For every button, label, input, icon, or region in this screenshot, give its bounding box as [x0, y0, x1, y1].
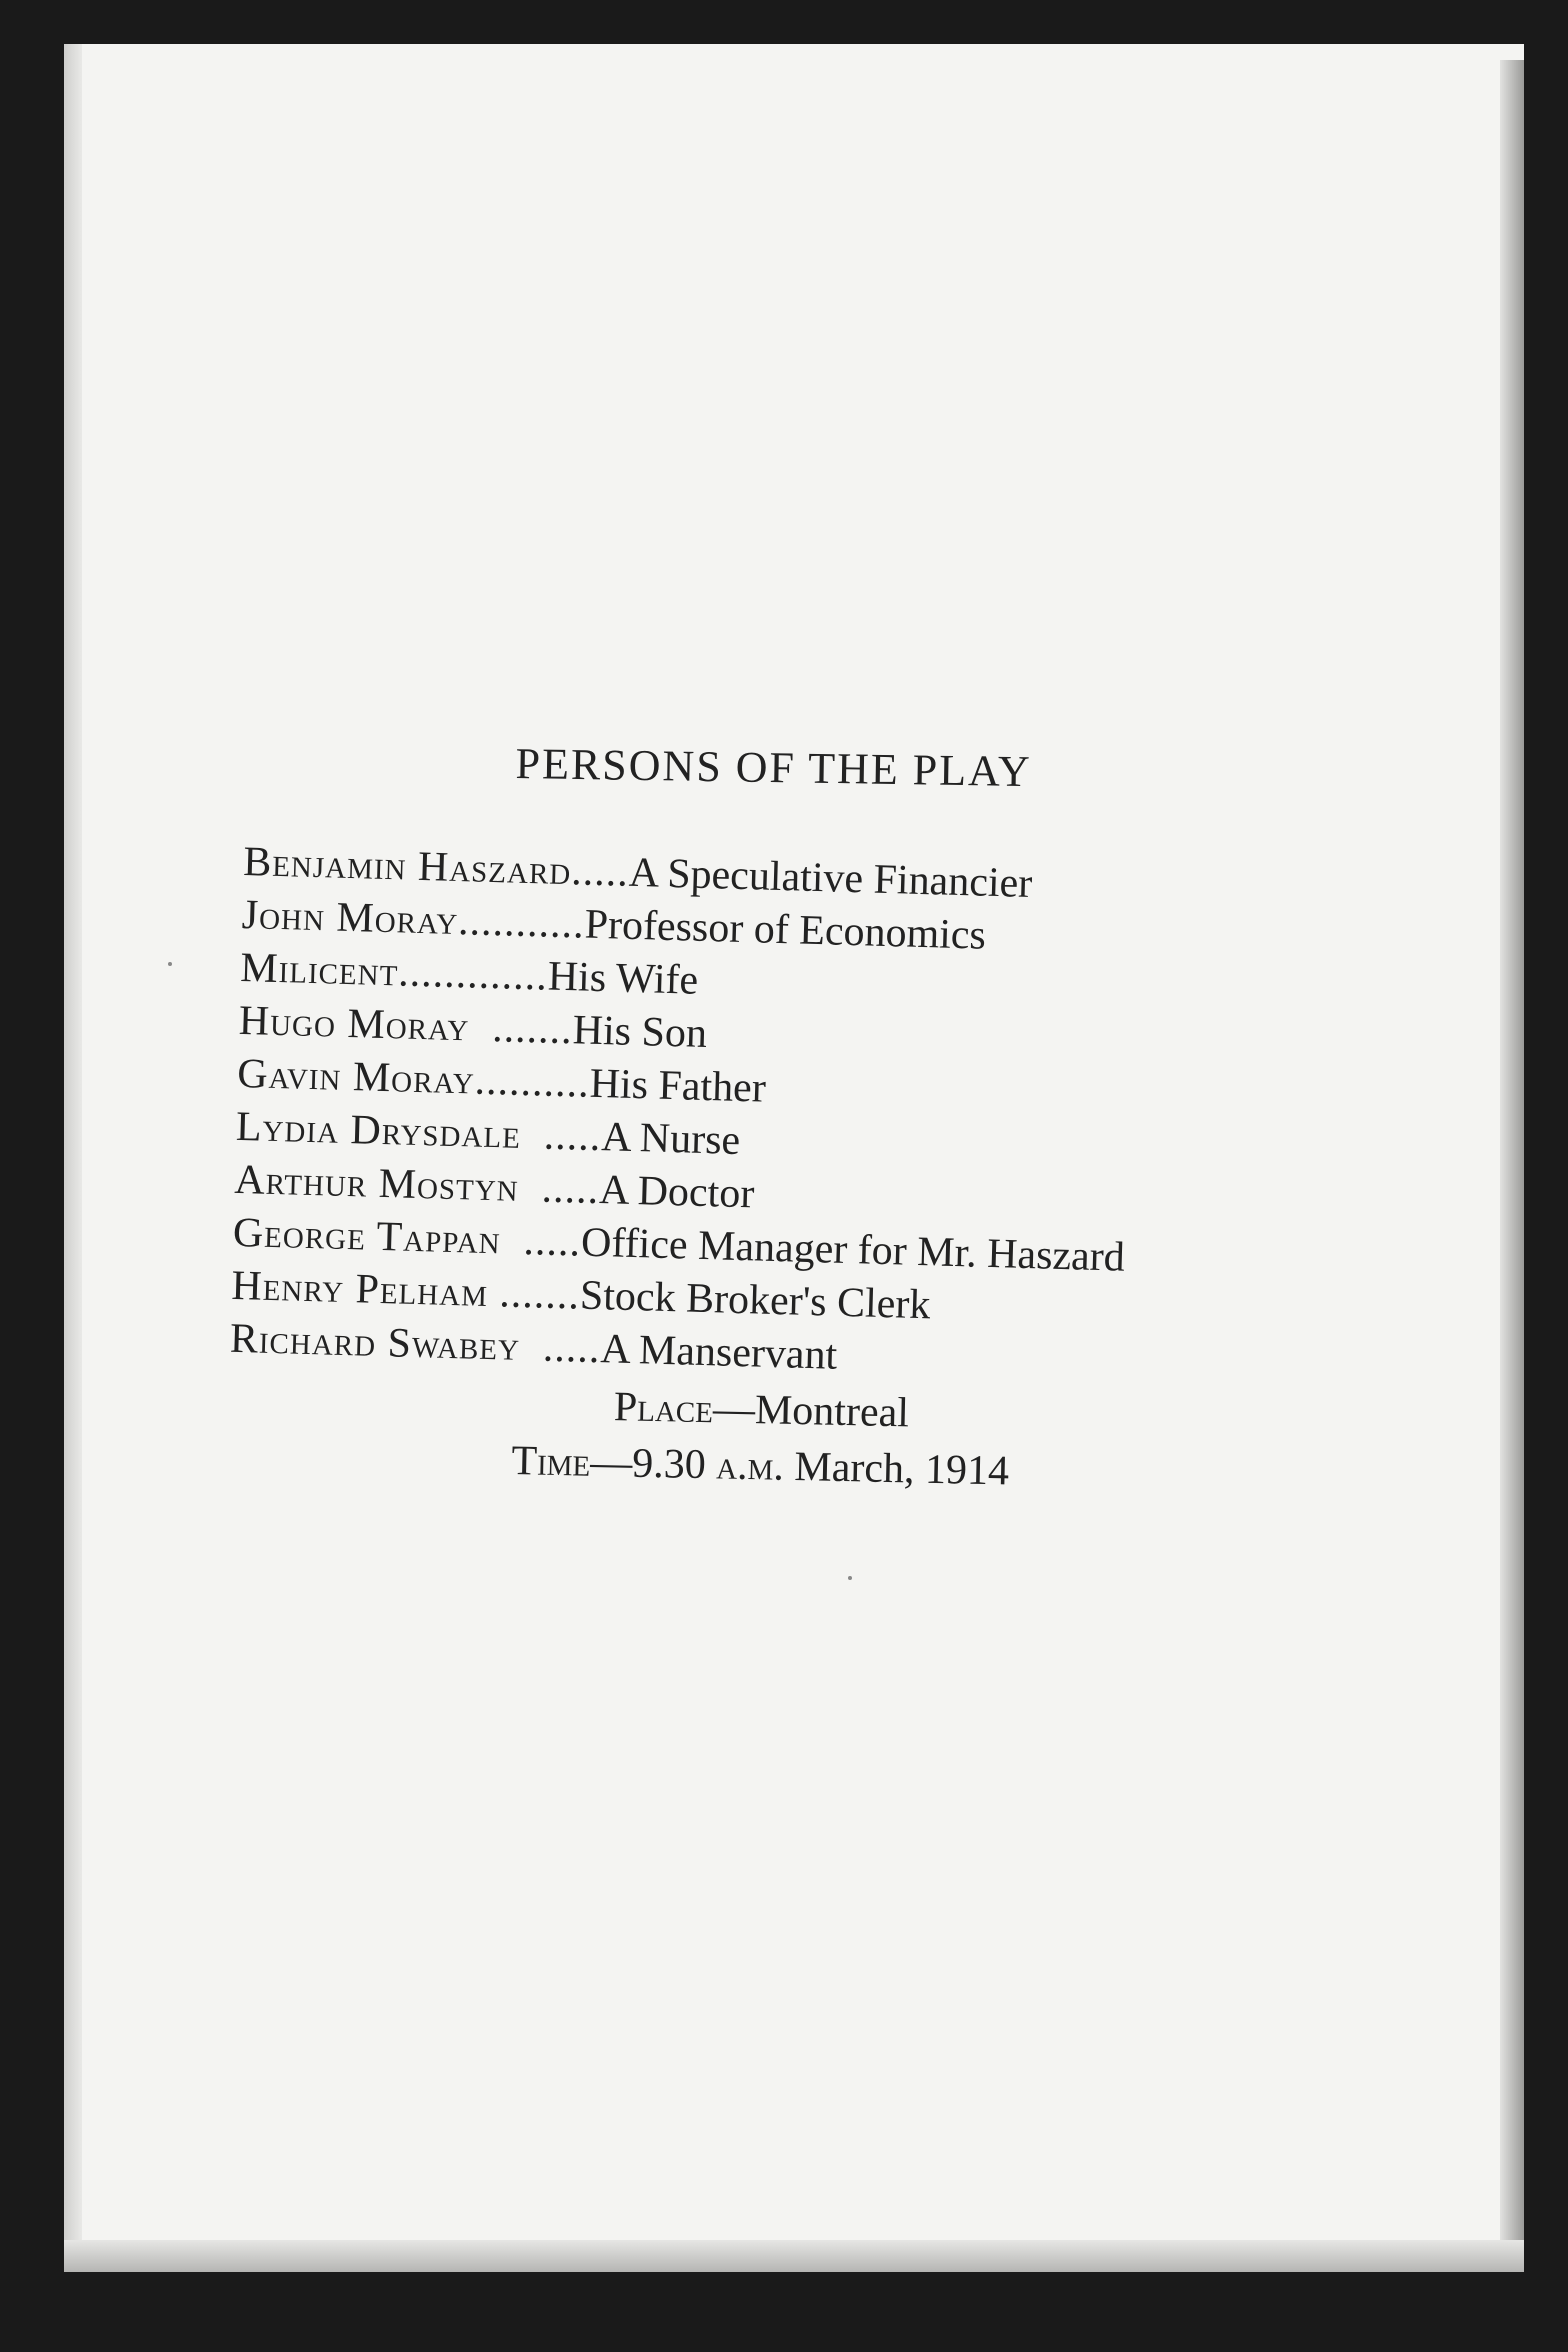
character-role: His Son — [572, 1007, 708, 1057]
character-name: Lydia Drysdale — [235, 1103, 522, 1158]
setting-block — [460, 1380, 1062, 1505]
character-role: A Doctor — [598, 1167, 755, 1218]
dot-leader: ..... — [500, 1217, 582, 1266]
dot-leader: ........... — [457, 898, 586, 948]
dot-leader: ....... — [468, 1004, 574, 1054]
paper-speck — [848, 1576, 852, 1580]
character-name: Benjamin Haszard — [242, 838, 572, 895]
dot-leader: ....... — [487, 1270, 581, 1319]
place-label: Place — [613, 1384, 714, 1433]
dot-leader: ..... — [520, 1111, 603, 1161]
character-role: His Father — [589, 1060, 767, 1112]
character-role: A Manservant — [599, 1326, 838, 1379]
time-line — [460, 1436, 1061, 1505]
paper-speck — [168, 962, 172, 966]
character-role: Stock Broker's Clerk — [579, 1272, 932, 1329]
dot-leader: ............. — [397, 949, 549, 1000]
character-name: Arthur Mostyn — [233, 1156, 520, 1211]
page-title: PERSONS OF THE PLAY — [515, 738, 1032, 797]
character-role: A Nurse — [600, 1114, 741, 1164]
dot-leader: .......... — [474, 1057, 591, 1107]
character-name: Gavin Moray — [236, 1050, 476, 1104]
character-name: Hugo Moray — [238, 997, 470, 1051]
dot-leader: ..... — [519, 1323, 602, 1373]
time-date: March, 1914 — [783, 1443, 1010, 1495]
place-value: —Montreal — [712, 1386, 910, 1437]
time-label: Time — [510, 1438, 591, 1486]
character-name: Richard Swabey — [229, 1315, 521, 1370]
dot-leader: ..... — [570, 848, 630, 896]
time-meridiem: a.m. — [715, 1442, 785, 1490]
character-role: Office Manager for Mr. Haszard — [580, 1219, 1126, 1281]
character-name: Milicent — [239, 944, 400, 996]
character-name: John Moray — [241, 891, 459, 945]
character-role: Professor of Economics — [584, 901, 987, 959]
dot-leader: ..... — [518, 1164, 600, 1214]
character-name: George Tappan — [232, 1209, 502, 1264]
cast-list — [229, 838, 1383, 1400]
character-role: His Wife — [547, 953, 699, 1004]
time-value: —9.30 — [589, 1439, 717, 1489]
character-role: A Speculative Financier — [628, 849, 1033, 908]
character-name: Henry Pelham — [230, 1262, 489, 1316]
